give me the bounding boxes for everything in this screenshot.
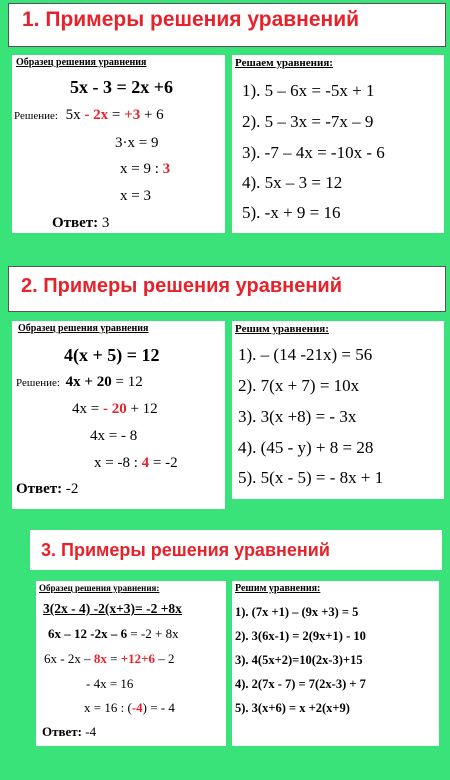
step-part: x = 9 :: [120, 161, 159, 177]
step-part-red: - 2x: [84, 107, 109, 123]
section1-task-5: 5). -x + 9 = 16: [242, 203, 341, 222]
answer-label: Ответ:: [52, 215, 99, 231]
section3-task-5: 5). 3(x+6) = x +2(x+9): [235, 701, 350, 715]
section2-step3: 4x = - 8: [90, 428, 138, 444]
section1-task-2: 2). 5 – 3x = -7x – 9: [242, 112, 374, 131]
section1-solution-line: [14, 107, 164, 124]
section1-task-1: 1). 5 – 6x = -5x + 1: [242, 81, 375, 100]
section1-step4: x = 3: [120, 188, 151, 204]
step-part-red: +3: [124, 107, 141, 123]
section2-title: 2. Примеры решения уравнений: [21, 275, 342, 297]
answer-label: Ответ:: [42, 724, 83, 739]
section3-title: 3. Примеры решения уравнений: [41, 540, 330, 560]
section1-sample-header: Образец решения уравнения: [16, 57, 147, 68]
step-part: 6x – 12 -2x – 6: [48, 626, 128, 641]
section2-main-equation: 4(x + 5) = 12: [64, 345, 160, 365]
section2-task-2: 2). 7(x + 7) = 10x: [238, 376, 360, 395]
step-part: = -2: [152, 455, 178, 471]
step-part: =: [110, 651, 118, 666]
section3-step3: - 4x = 16: [86, 676, 134, 691]
section2-tasks-card: [232, 321, 444, 499]
section3-tasks-card: [232, 581, 439, 746]
step-part: – 2: [158, 651, 175, 666]
solution-label: Решение:: [14, 110, 58, 122]
section1-task-4: 4). 5x – 3 = 12: [242, 173, 343, 192]
step-part-red: 3: [162, 161, 171, 177]
section3-step4: [84, 700, 175, 716]
answer-label: Ответ:: [16, 481, 63, 497]
step-part: x = -8 :: [94, 455, 138, 471]
section1-step2: 3·x = 9: [115, 135, 159, 151]
section3-main-equation: 3(2x - 4) -2(x+3)= -2 +8x: [43, 601, 182, 616]
section1-title: 1. Примеры решения уравнений: [22, 8, 360, 31]
section2-task-5: 5). 5(x - 5) = - 8x + 1: [238, 468, 384, 487]
section3-step1: [48, 626, 179, 642]
section3-tasks-header: Решим уравнения:: [235, 583, 321, 594]
section2-sample-card: [12, 321, 225, 509]
step-part-red: - 20: [102, 401, 127, 417]
section1-step3: [120, 161, 170, 178]
section2-tasks-header: Решим уравнения:: [235, 323, 329, 335]
section2-task-4: 4). (45 - y) + 8 = 28: [238, 438, 374, 457]
section2-answer: [16, 481, 78, 498]
step-part: = 12: [115, 374, 143, 390]
step-part-red: +12+6: [120, 651, 156, 666]
section3-sample-card: [36, 581, 226, 746]
section1-sample-card: [12, 55, 225, 233]
section1-tasks-header: Решаем уравнения:: [235, 57, 333, 69]
section3-sample-header: Образец решения уравнения:: [39, 583, 160, 593]
section3-task-3: 3). 4(5x+2)=10(2x-3)+15: [235, 653, 363, 667]
section2-solution-line: [16, 374, 143, 391]
solution-label: Решение:: [16, 377, 60, 389]
step-part: + 12: [130, 401, 158, 417]
step-part: x = 16 : (: [84, 700, 132, 715]
step-part-red: 8x: [93, 651, 107, 666]
step-part: =: [111, 107, 121, 123]
step-part: = -2 + 8x: [130, 626, 179, 641]
section3-task-4: 4). 2(7x - 7) = 7(2x-3) + 7: [235, 677, 366, 691]
section1-answer: [52, 215, 109, 232]
step-part-red: -4: [131, 700, 143, 715]
answer-value: -2: [65, 481, 79, 497]
section3-step2: [44, 651, 175, 667]
section2-task-3: 3). 3(x +8) = - 3x: [238, 407, 357, 426]
section2-task-1: 1). – (14 -21x) = 56: [238, 345, 373, 364]
section3-answer: [42, 724, 96, 740]
section3-task-1: 1). (7x +1) – (9x +3) = 5: [235, 605, 359, 619]
step-part: 6x - 2x –: [44, 651, 91, 666]
section1-main-equation: 5x - 3 = 2x +6: [70, 77, 174, 97]
step-part: + 6: [143, 107, 164, 123]
section1-task-3: 3). -7 – 4x = -10x - 6: [242, 143, 385, 162]
section2-step2: [72, 401, 158, 418]
section2-sample-header: Образец решения уравнения: [18, 323, 149, 334]
answer-value: -4: [85, 724, 97, 739]
step-part: ) = - 4: [142, 700, 175, 715]
section2-step4: [94, 455, 178, 472]
section3-task-2: 2). 3(6x-1) = 2(9x+1) - 10: [235, 629, 366, 643]
answer-value: 3: [101, 215, 110, 231]
step-part-red: 4: [141, 455, 150, 471]
step-part: 4x + 20: [65, 374, 112, 390]
step-part: 4x =: [72, 401, 100, 417]
step-part: 5x: [65, 107, 81, 123]
section1-tasks-card: [232, 55, 444, 233]
